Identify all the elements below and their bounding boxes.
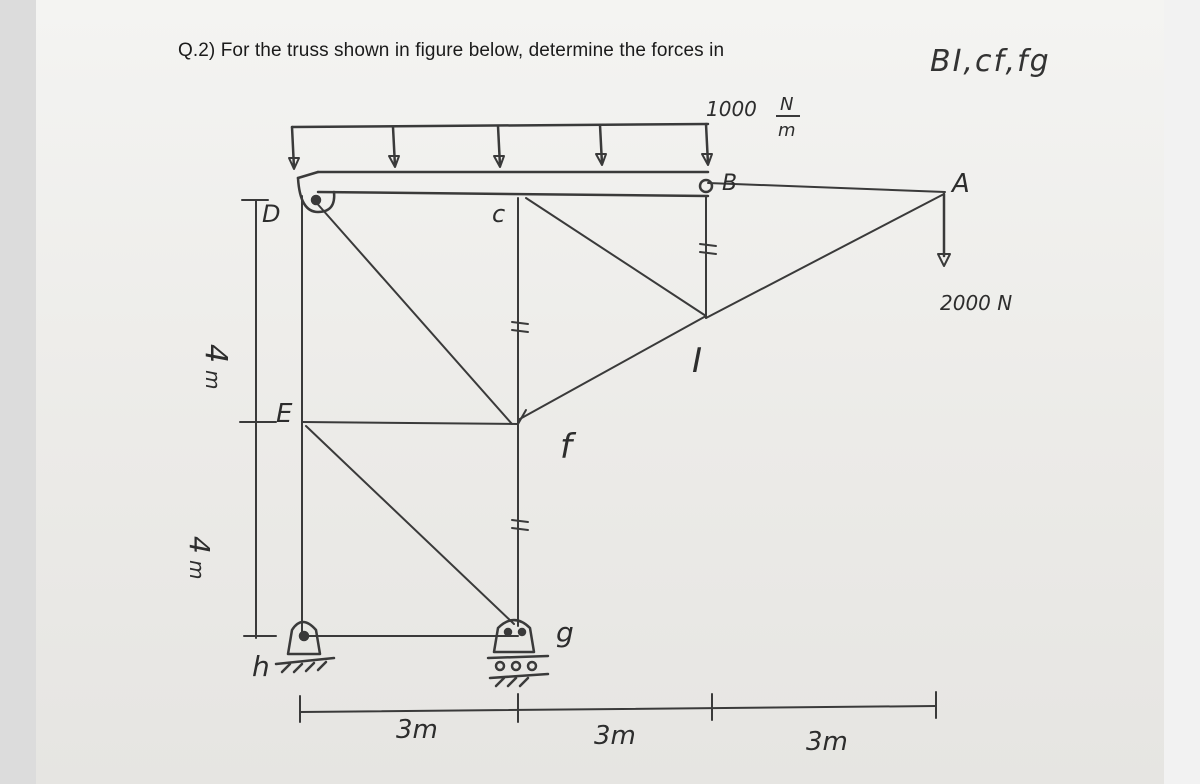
label-D: D xyxy=(262,200,281,228)
question-text: Q.2) For the truss shown in figure below, determine the forces in xyxy=(178,40,725,61)
top-chord xyxy=(298,172,945,212)
lower-height-number: 4 xyxy=(183,536,216,554)
label-E: E xyxy=(276,399,293,429)
lower-height-unit: m xyxy=(185,560,209,580)
label-I: I xyxy=(692,341,703,381)
question-members-handwritten: BI,cf,fg xyxy=(930,44,1051,79)
label-G: g xyxy=(556,616,574,649)
label-B: B xyxy=(722,171,738,196)
label-A: A xyxy=(952,169,970,199)
span-label-1: 3m xyxy=(396,715,438,745)
support-G xyxy=(488,620,548,686)
span-label-3: 3m xyxy=(806,727,848,757)
upper-height-unit: m xyxy=(201,370,225,390)
member-EF xyxy=(302,422,518,424)
distributed-load-unit-den: m xyxy=(778,120,796,141)
support-H xyxy=(276,622,334,672)
point-load-A xyxy=(938,194,950,266)
label-C: c xyxy=(492,200,506,228)
member-EG xyxy=(306,426,514,624)
member-CI xyxy=(526,198,706,316)
truss-members xyxy=(302,194,944,636)
height-dimension xyxy=(240,200,276,638)
pin-B xyxy=(700,180,712,192)
label-H: h xyxy=(252,650,270,683)
distributed-load-unit-num: N xyxy=(780,94,794,115)
point-load-value: 2000 N xyxy=(940,291,1013,315)
member-DF xyxy=(314,200,512,424)
load-line-top xyxy=(292,124,708,127)
equal-marks xyxy=(512,244,716,530)
distributed-load xyxy=(289,124,712,169)
distributed-load-value: 1000 xyxy=(706,97,757,121)
member-FI xyxy=(518,316,706,420)
member-IA xyxy=(706,194,944,318)
upper-height-number: 4 xyxy=(198,344,233,364)
label-F: f xyxy=(560,427,572,467)
span-label-2: 3m xyxy=(594,721,636,751)
